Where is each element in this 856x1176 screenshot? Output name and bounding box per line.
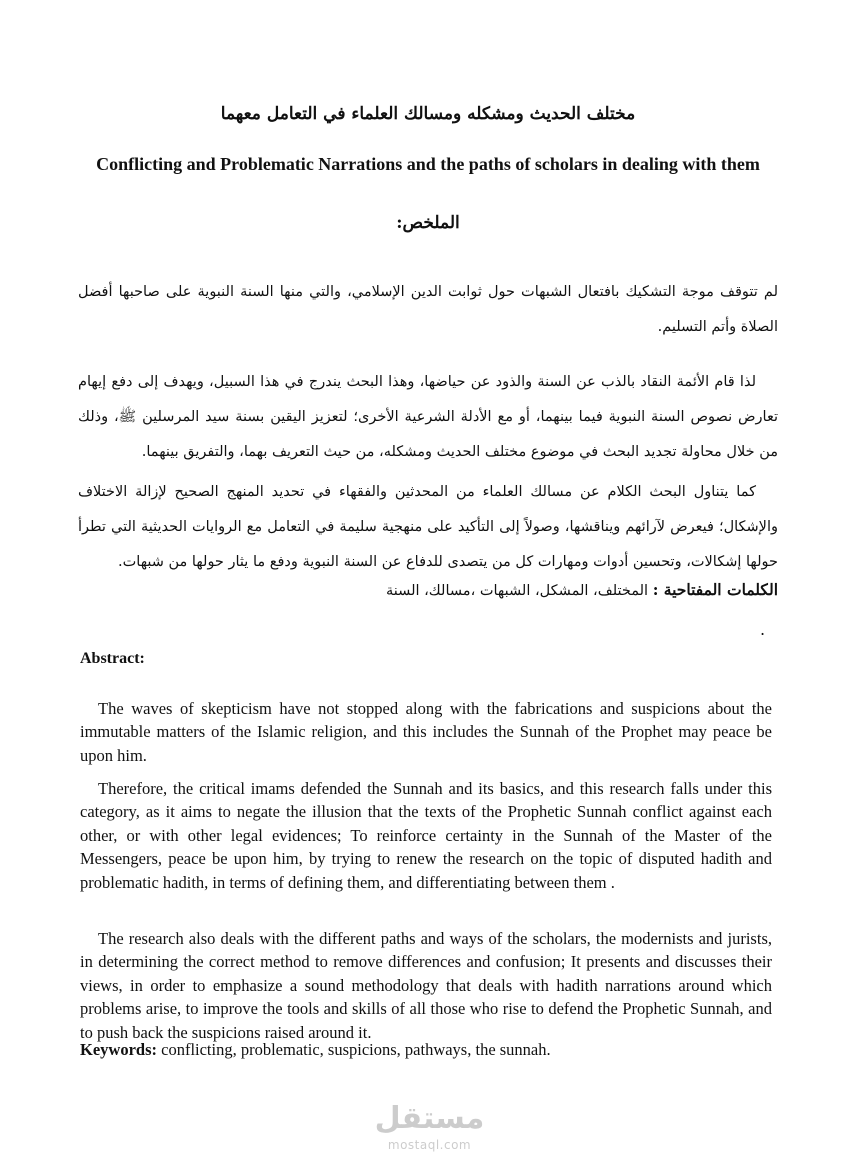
arabic-paragraph: لم تتوقف موجة التشكيك بافتعال الشبهات حول ثوابت الدين الإسلامي، والتي منها السنة النبوية على صاحبها أفضل الصلاة وأتم التسليم. xyxy=(78,283,778,335)
arabic-summary-heading: الملخص: xyxy=(396,213,460,233)
arabic-paragraph: كما يتناول البحث الكلام عن مسالك العلماء من المحدثين والفقهاء في تحديد المنهج الصحيح لإزالة الاختلاف والإشكال؛ فيعرض لآرائهم ويناقشها، وصولاً إلى التأكيد على منهجية سليمة في التعامل مع الروايات الحديثية التي تطرأ حولها إشكالات، وتحسين أدوات ومهارات كل من يتصدى للدفاع عن السنة النبوية ودفع ما يثار حولها من شبهات. xyxy=(78,483,778,570)
arabic-keywords xyxy=(78,580,778,599)
english-keywords-text: conflicting, problematic, suspicions, pathways, the sunnah. xyxy=(161,1040,551,1059)
watermark-logo-text: مستقل xyxy=(374,1101,485,1136)
arabic-title: مختلف الحديث ومشكله ومسالك العلماء في التعامل معهما xyxy=(220,104,636,124)
english-paragraph: The waves of skepticism have not stopped along with the fabrications and suspicions about the immutable matters of the Islamic religion, and this includes the Sunnah of the Prophet may peace be upon him. xyxy=(80,698,772,765)
watermark-domain: mostaql.com xyxy=(387,1138,472,1152)
english-keywords-label: Keywords: xyxy=(80,1040,157,1059)
mostaql-watermark xyxy=(372,1100,487,1160)
english-keywords xyxy=(80,1040,772,1060)
arabic-keywords-text: المختلف، المشكل، الشبهات ،مسالك، السنة xyxy=(385,583,649,599)
english-paragraph: Therefore, the critical imams defended the Sunnah and its basics, and this research falls under this category, as it aims to negate the illusion that the texts of the Prophetic Sunnah conflict against each other, or with other legal evidences; To reinforce certainty in the Sunnah of the Master of the Messengers, peace be upon him, by trying to renew the research on the topic of disputed hadith and problematic hadith, in terms of defining them, and differentiating between them . xyxy=(80,778,772,892)
abstract-heading: Abstract: xyxy=(80,650,145,667)
english-paragraph: The research also deals with the different paths and ways of the scholars, the modernists and jurists, in determining the correct method to remove differences and confusion; It presents and discusses their views, in order to emphasize a sound methodology that deals with hadith narrations around which problems arise, to improve the tools and skills of all those who rise to defend the Prophetic Sunnah, and to push back the suspicions raised around it. xyxy=(80,928,772,1042)
english-title: Conflicting and Problematic Narrations and the paths of scholars in dealing with them xyxy=(96,154,760,174)
arabic-keywords-label: الكلمات المفتاحية : xyxy=(652,580,778,599)
trailing-dot: . xyxy=(760,620,766,639)
arabic-paragraph: لذا قام الأئمة النقاد بالذب عن السنة والذود عن حياضها، وهذا البحث يندرج في هذا السبيل، ويهدف إلى دفع إيهام تعارض نصوص السنة النبوية فيما بينهما، أو مع الأدلة الشرعية الأخرى؛ لتعزيز اليقين بسنة سيد المرسلين ﷺ، وذلك من خلال محاولة تجديد البحث في موضوع مختلف الحديث ومشكله، من حيث التعريف بهما، والتفريق بينهما. xyxy=(78,373,778,460)
